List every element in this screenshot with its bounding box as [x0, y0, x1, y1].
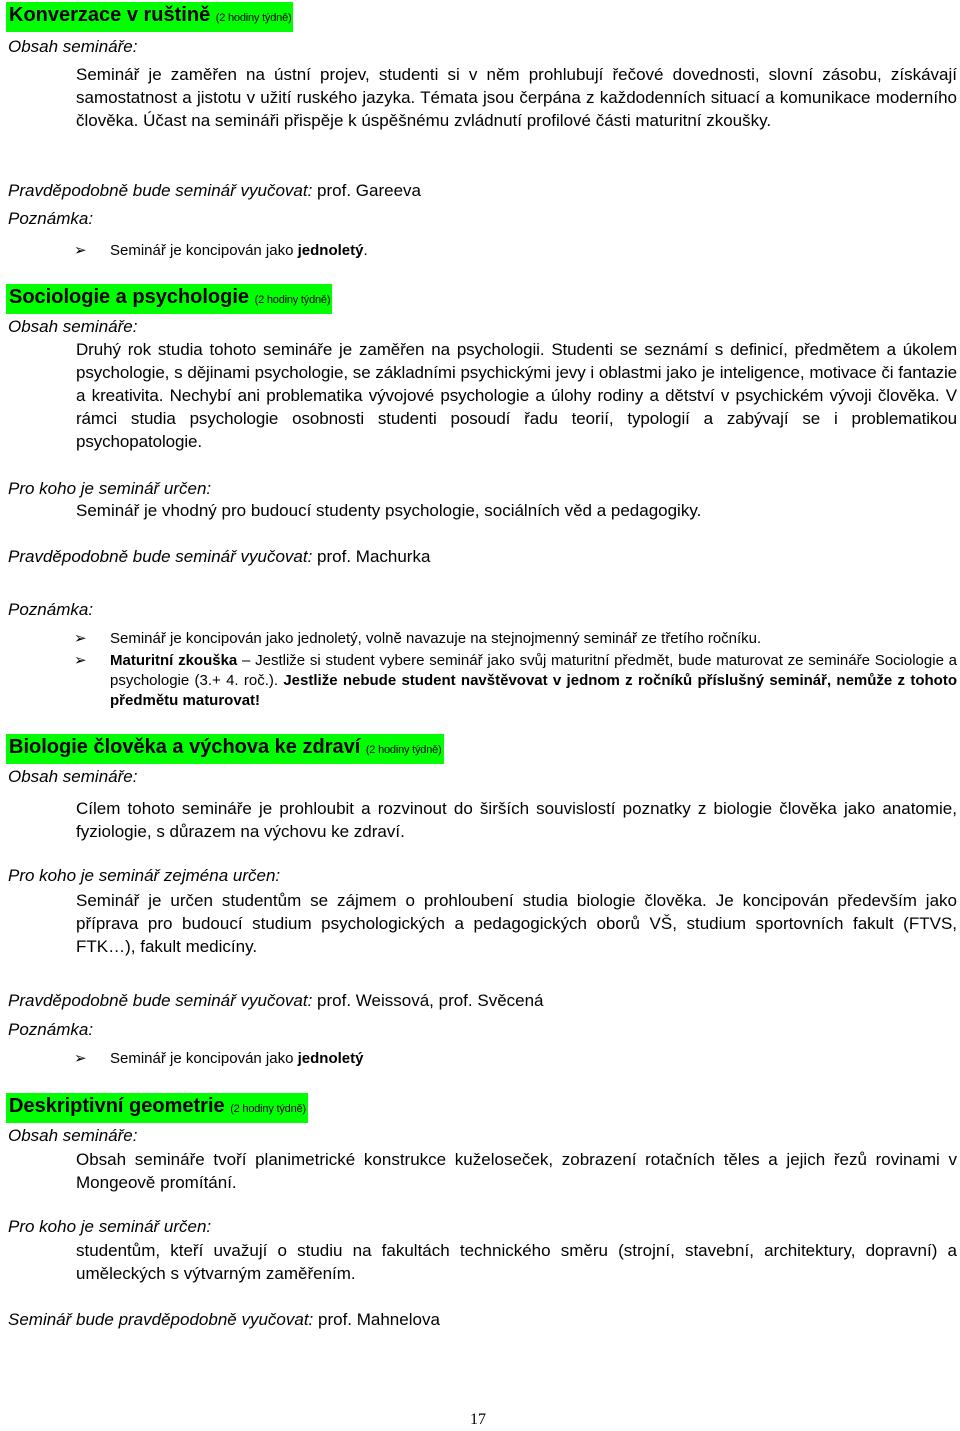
teacher-label: Seminář bude pravděpodobně vyučovat:: [8, 1310, 314, 1329]
teacher-line: [8, 180, 421, 202]
page-number: 17: [470, 1411, 486, 1428]
section-heading-deskriptivni: [6, 1093, 308, 1123]
heading-hours: (2 hodiny týdně): [254, 294, 331, 306]
obsah-text: Cílem tohoto semináře je prohloubit a rozvinout do širších souvislostí poznatky z biologie člověka jako anatomie, fyziologie, s důrazem na výchovu ke zdraví.: [76, 799, 957, 841]
note-text-part: Seminář je koncipován jako: [110, 242, 298, 259]
obsah-text: Druhý rok studia tohoto semináře je zaměřen na psychologii. Studenti se seznámí s definicí, předmětem a úkolem psychologie, s dějinami psychologie, se základními psychickými jevy i oblastmi jako je inteligence, motivace či fantazie a kreativita. Nechybí ani problematika vývojové psychologie a úlohy rodiny a dětství v psychickém vývoji člověka. V rámci studia psychologie osobnosti studenti posoudí řadu teorií, typologií a zabývají se i problematikou psychopatologie.: [76, 340, 957, 451]
section-heading-sociologie: [6, 284, 332, 314]
note-text-part: – Jestliže si student vybere seminář jako svůj maturitní předmět, bude maturovat ze semináře Sociologie a psychologie (3.+ 4. roč.).: [110, 652, 958, 689]
pro-label: Pro koho je seminář určen:: [8, 479, 212, 498]
note-label: Poznámka:: [8, 209, 94, 228]
obsah-text: Seminář je zaměřen na ústní projev, studenti si v něm prohlubují řečové dovednosti, slovní zásobu, získávají samostatnost a jistotu v užití ruského jazyka. Témata jsou čerpána z každodenních situací a komunikace moderního člověka. Účast na semináři přispěje k úspěšnému zvládnutí profilové části maturitní zkoušky.: [76, 65, 957, 130]
obsah-label: Obsah semináře:: [8, 37, 138, 56]
section-heading-konverzace: [6, 2, 293, 32]
heading-title: Biologie člověka a výchova ke zdraví: [9, 736, 361, 758]
teacher-label: Pravděpodobně bude seminář vyučovat:: [8, 181, 313, 200]
teacher-label: Pravděpodobně bude seminář vyučovat:: [8, 547, 313, 566]
heading-hours: (2 hodiny týdně): [365, 744, 442, 756]
teacher-name: prof. Weissová, prof. Svěcená: [317, 991, 544, 1010]
note-text: [110, 1049, 363, 1069]
note-label: Poznámka:: [8, 600, 94, 619]
note-label: Poznámka:: [8, 1020, 94, 1039]
obsah-label: Obsah semináře:: [8, 317, 138, 336]
teacher-line: [8, 990, 544, 1012]
note-text-bold: jednoletý: [297, 242, 364, 259]
heading-title: Konverzace v ruštině: [9, 4, 211, 26]
pro-text: Seminář je vhodný pro budoucí studenty psychologie, sociálních věd a pedagogiky.: [76, 501, 702, 520]
note-text-bold: jednoletý: [297, 1050, 364, 1067]
heading-hours: (2 hodiny týdně): [215, 12, 292, 24]
pro-label: Pro koho je seminář zejména určen:: [8, 866, 281, 885]
pro-text: studentům, kteří uvažují o studiu na fakultách technického směru (strojní, stavební, architektury, dopravní) a uměleckých s výtvarným zaměřením.: [76, 1241, 957, 1283]
heading-hours: (2 hodiny týdně): [230, 1103, 306, 1115]
bullet-arrow-icon: ➢: [74, 242, 87, 259]
note-text-part: .: [363, 242, 368, 259]
note-text: Seminář je koncipován jako jednoletý, volně navazuje na stejnojmenný seminář ze třetího ročníku.: [110, 630, 762, 647]
bullet-arrow-icon: ➢: [74, 630, 87, 647]
note-text: [110, 241, 368, 261]
bullet-arrow-icon: ➢: [74, 1050, 87, 1067]
teacher-name: prof. Mahnelova: [318, 1310, 440, 1329]
teacher-label: Pravděpodobně bude seminář vyučovat:: [8, 991, 313, 1010]
pro-label: Pro koho je seminář určen:: [8, 1217, 212, 1236]
obsah-label: Obsah semináře:: [8, 1126, 138, 1145]
note-text-part: Seminář je koncipován jako: [110, 1050, 298, 1067]
teacher-line: [8, 1309, 440, 1331]
obsah-text: Obsah semináře tvoří planimetrické konstrukce kuželoseček, zobrazení rotačních těles a jejich řezů rovinami v Mongeově promítání.: [76, 1150, 957, 1192]
bullet-arrow-icon: ➢: [74, 652, 87, 669]
note-bold: Jestliže nebude student navštěvovat v jednom z ročníků příslušný seminář, nemůže z tohoto předmětu maturovat!: [110, 672, 957, 709]
teacher-line: [8, 546, 430, 568]
teacher-name: prof. Machurka: [317, 547, 431, 566]
section-heading-biologie: [6, 734, 444, 764]
note-bold: Maturitní zkouška: [110, 652, 238, 669]
heading-title: Sociologie a psychologie: [9, 286, 250, 308]
obsah-label: Obsah semináře:: [8, 767, 138, 786]
teacher-name: prof. Gareeva: [317, 181, 421, 200]
heading-title: Deskriptivní geometrie: [9, 1095, 225, 1117]
pro-text: Seminář je určen studentům se zájmem o prohloubení studia biologie člověka. Je koncipován především jako příprava pro budoucí studium psychologických a pedagogických oborů VŠ, studium sportovních fakult (FTVS, FTK…), fakult medicíny.: [76, 891, 957, 956]
note-text-maturitni: [110, 651, 957, 711]
